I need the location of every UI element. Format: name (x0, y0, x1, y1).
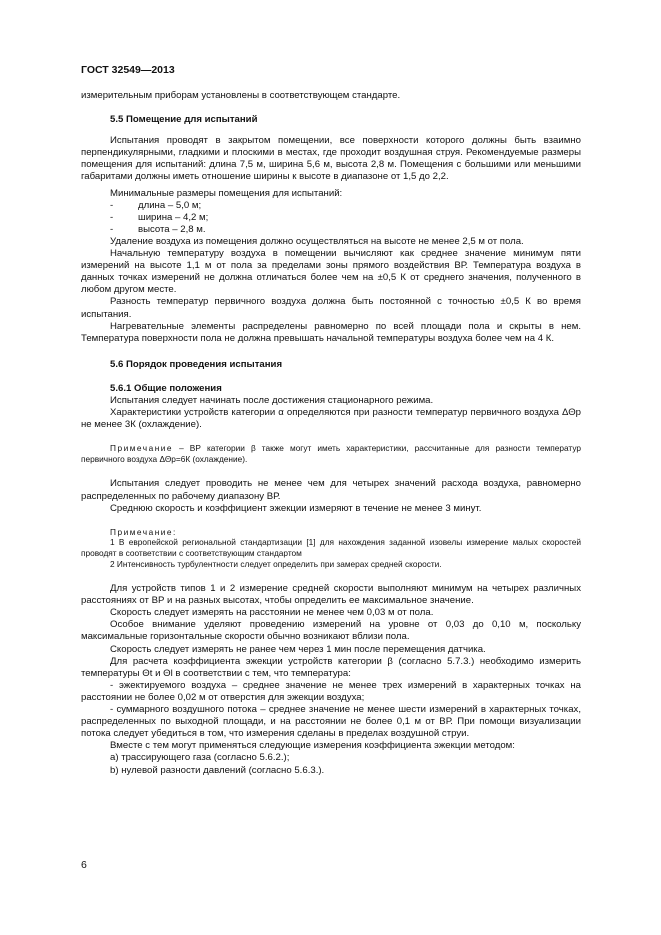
paragraph: Характеристики устройств категории α определяются при разности температур первичного воздуха ΔΘp не менее 3К (охлаждение). (81, 407, 581, 431)
paragraph: Скорость следует измерять не ранее чем через 1 мин после перемещения датчика. (110, 643, 486, 655)
paragraph: Минимальные размеры помещения для испытаний: (110, 187, 343, 199)
list-item: a) трассирующего газа (согласно 5.6.2.); (110, 752, 290, 764)
paragraph: Испытания проводят в закрытом помещении, все поверхности которого должны быть взаимно перпендикулярными, гладкими и плоскими в местах, где проходит воздушная струя. Рекомендуемые размеры помещения для испытаний: длина 7,5 м, ширина 5,6 м, высота 2,8 м. Помещения с большими или меньшими габаритами должны иметь отношение ширины к высоте в диапазоне от 1,5 до 2,2. (81, 135, 581, 183)
paragraph: Нагревательные элементы распределены равномерно по всей площади пола и скрыты в нем. Температура поверхности пола не должна превышать начальной температуры воздуха более чем на 4 К. (81, 320, 581, 344)
note: 1 В европейской региональной стандартизации [1] для нахождения заданной изовелы измерение малых скоростей проводят в соответствии с соответствующим стандартом (81, 537, 581, 558)
paragraph: Для устройств типов 1 и 2 измерение средней скорости выполняют минимум на четырех различных расстояниях от ВР и на разных высотах, чтобы определить ее максимальное значение. (81, 583, 581, 607)
paragraph: Разность температур первичного воздуха должна быть постоянной с точностью ±0,5 К во время испытания. (81, 296, 581, 320)
document-body (81, 90, 581, 777)
paragraph: - эжектируемого воздуха – среднее значение не менее трех измерений в характерных точках на расстоянии не более 0,02 м от отверстия для эжекции воздуха; (81, 679, 581, 703)
standard-header: ГОСТ 32549—2013 (81, 64, 175, 76)
paragraph: Испытания следует начинать после достижения стационарного режима. (110, 394, 434, 406)
paragraph: Особое внимание уделяют проведению измерений на уровне от 0,03 до 0,10 м, поскольку максимальные горизонтальные скорости обычно возникают вблизи пола. (81, 619, 581, 643)
paragraph: Испытания следует проводить не менее чем для четырех значений расхода воздуха, равномерно распределенных по рабочему диапазону ВР. (81, 478, 581, 502)
paragraph: Для расчета коэффициента эжекции устройств категории β (согласно 5.7.3.) необходимо измерить температуры Θt и Θl в соответствии с тем, что температура: (81, 655, 581, 679)
section-heading-5-5: 5.5 Помещение для испытаний (110, 114, 258, 126)
paragraph: Вместе с тем могут применяться следующие измерения коэффициента эжекции методом: (110, 740, 515, 752)
notes-label: Примечание: (110, 526, 177, 537)
list-item: - ширина – 4,2 м; (110, 211, 209, 223)
subsection-heading-5-6-1: 5.6.1 Общие положения (110, 382, 222, 394)
paragraph: Удаление воздуха из помещения должно осуществляться на высоте не менее 2,5 м от пола. (110, 235, 524, 247)
list-item: - высота – 2,8 м. (110, 223, 206, 235)
paragraph: Скорость следует измерять на расстоянии не менее чем 0,03 м от пола. (110, 607, 434, 619)
paragraph: - суммарного воздушного потока – среднее значение не менее шести измерений в характерных точках, распределенных по выходной площади, и на расстоянии не более 0,1 м от ВР. При помощи визуализации потока следует убедиться в том, что измерения сделаны в пределах воздушной струи. (81, 704, 581, 740)
section-heading-5-6: 5.6 Порядок проведения испытания (110, 358, 283, 370)
paragraph: Начальную температуру воздуха в помещении вычисляют как среднее значение минимум пяти измерений на высоте 1,1 м от пола за пределами зоны прямого воздействия ВР. Температура воздуха в данных точках измерений не должна отличаться более чем на ±0,5 К от среднего значения, полученного в любом другом месте. (81, 248, 581, 296)
continued-paragraph: измерительным приборам установлены в соответствующем стандарте. (81, 90, 401, 101)
note: 2 Интенсивность турбулентности следует определить при замерах средней скорости. (110, 558, 442, 569)
page-number: 6 (81, 859, 87, 871)
note: Примечание – ВР категории β также могут иметь характеристики, рассчитанные для разности температур первичного воздуха ΔΘp=6К (охлаждение). (81, 443, 581, 464)
paragraph: Среднюю скорость и коэффициент эжекции измеряют в течение не менее 3 минут. (110, 502, 482, 514)
list-item: b) нулевой разности давлений (согласно 5.6.3.). (110, 764, 325, 776)
list-item: - длина – 5,0 м; (110, 199, 202, 211)
